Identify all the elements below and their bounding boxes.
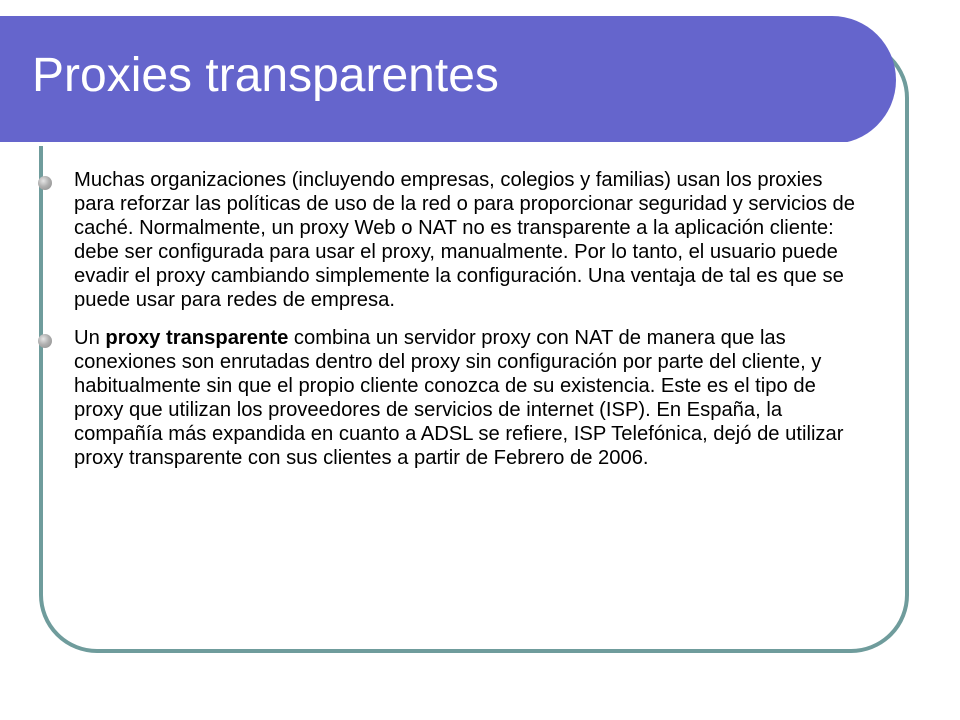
title-underline xyxy=(0,142,848,146)
bullet-item xyxy=(36,326,856,470)
gray-sphere-bullet-icon xyxy=(38,176,52,190)
bullet-list xyxy=(36,168,856,484)
title-band xyxy=(0,16,896,144)
bullet-bold-term: proxy transparente xyxy=(105,327,289,349)
bullet-text-suffix: combina un servidor proxy con NAT de manera que las conexiones son enrutadas dentro del proxy sin configuración por parte del cliente, y habitualmente sin que el propio cliente conozca de su existencia. Este es el tipo de proxy que utilizan los proveedores de servicios de internet (ISP). En España, la compañía más expandida en cuanto a ADSL se refiere, ISP Telefónica, dejó de utilizar proxy transparente con sus clientes a partir de Febrero de 2006. xyxy=(74,327,844,469)
bullet-text-prefix: Un xyxy=(74,327,106,349)
bullet-item xyxy=(36,168,856,312)
bullet-text: Muchas organizaciones (incluyendo empresas, colegios y familias) usan los proxies para reforzar las políticas de uso de la red o para proporcionar seguridad y servicios de caché. Normalmente, un proxy Web o NAT no es transparente a la aplicación cliente: debe ser configurada para usar el proxy, manualmente. Por lo tanto, el usuario puede evadir el proxy cambiando simplemente la configuración. Una ventaja de tal es que se puede usar para redes de empresa. xyxy=(74,169,856,311)
slide-title: Proxies transparentes xyxy=(32,49,499,102)
gray-sphere-bullet-icon xyxy=(38,334,52,348)
